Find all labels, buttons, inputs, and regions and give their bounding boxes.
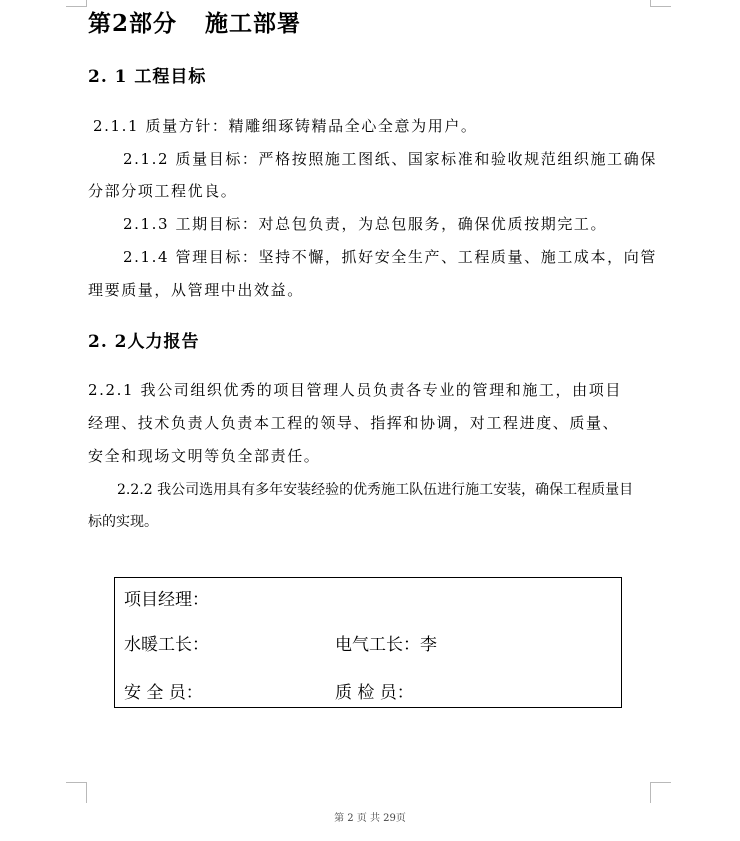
staffing-item1-line2: 经理、技术负责人负责本工程的领导、指挥和协调，对工程进度、质量、 — [88, 414, 620, 432]
title-name: 施工部署 — [205, 10, 302, 37]
goal-management-line1: 2.1.4 管理目标：坚持不懈，抓好安全生产、工程质量、施工成本，向管 — [123, 248, 657, 266]
goal-quality-target-line2: 分部分项工程优良。 — [88, 182, 238, 200]
staffing-item2-line2: 标的实现。 — [88, 514, 158, 530]
section-heading-goals: 2. 1 工程目标 — [88, 67, 207, 87]
goal-management-line2: 理要质量，从管理中出效益。 — [88, 281, 304, 299]
staffing-item1-line3: 安全和现场文明等负全部责任。 — [88, 447, 321, 465]
crop-mark-bottom-right — [650, 782, 671, 803]
staffing-item2-line1: 2.2.2 我公司选用具有多年安装经验的优秀施工队伍进行施工安装，确保工程质量目 — [117, 482, 634, 498]
section-heading-staffing: 2. 2人力报告 — [88, 332, 200, 352]
quality-inspector-label: 质 检 员： — [335, 683, 414, 703]
crop-mark-top-right — [650, 0, 671, 7]
safety-officer-label: 安 全 员： — [124, 683, 203, 703]
title-part: 第2部分 — [88, 10, 178, 37]
goal-quality-policy: 2.1.1 质量方针：精雕细琢铸精品全心全意为用户。 — [93, 117, 478, 135]
project-manager-label: 项目经理： — [124, 590, 209, 610]
plumbing-foreman-label: 水暖工长： — [124, 635, 209, 655]
goal-schedule: 2.1.3 工期目标：对总包负责，为总包服务，确保优质按期完工。 — [123, 215, 608, 233]
electrical-foreman-label: 电气工长：李 — [335, 635, 437, 655]
personnel-box — [114, 577, 622, 708]
crop-mark-bottom-left — [66, 782, 87, 803]
page-footer: 第 2 页 共 29页 — [334, 813, 406, 824]
page-title — [88, 5, 301, 38]
staffing-item1-line1: 2.2.1 我公司组织优秀的项目管理人员负责各专业的管理和施工，由项目 — [88, 381, 622, 399]
crop-mark-top-left — [66, 0, 87, 7]
goal-quality-target-line1: 2.1.2 质量目标：严格按照施工图纸、国家标准和验收规范组织施工确保 — [123, 150, 657, 168]
